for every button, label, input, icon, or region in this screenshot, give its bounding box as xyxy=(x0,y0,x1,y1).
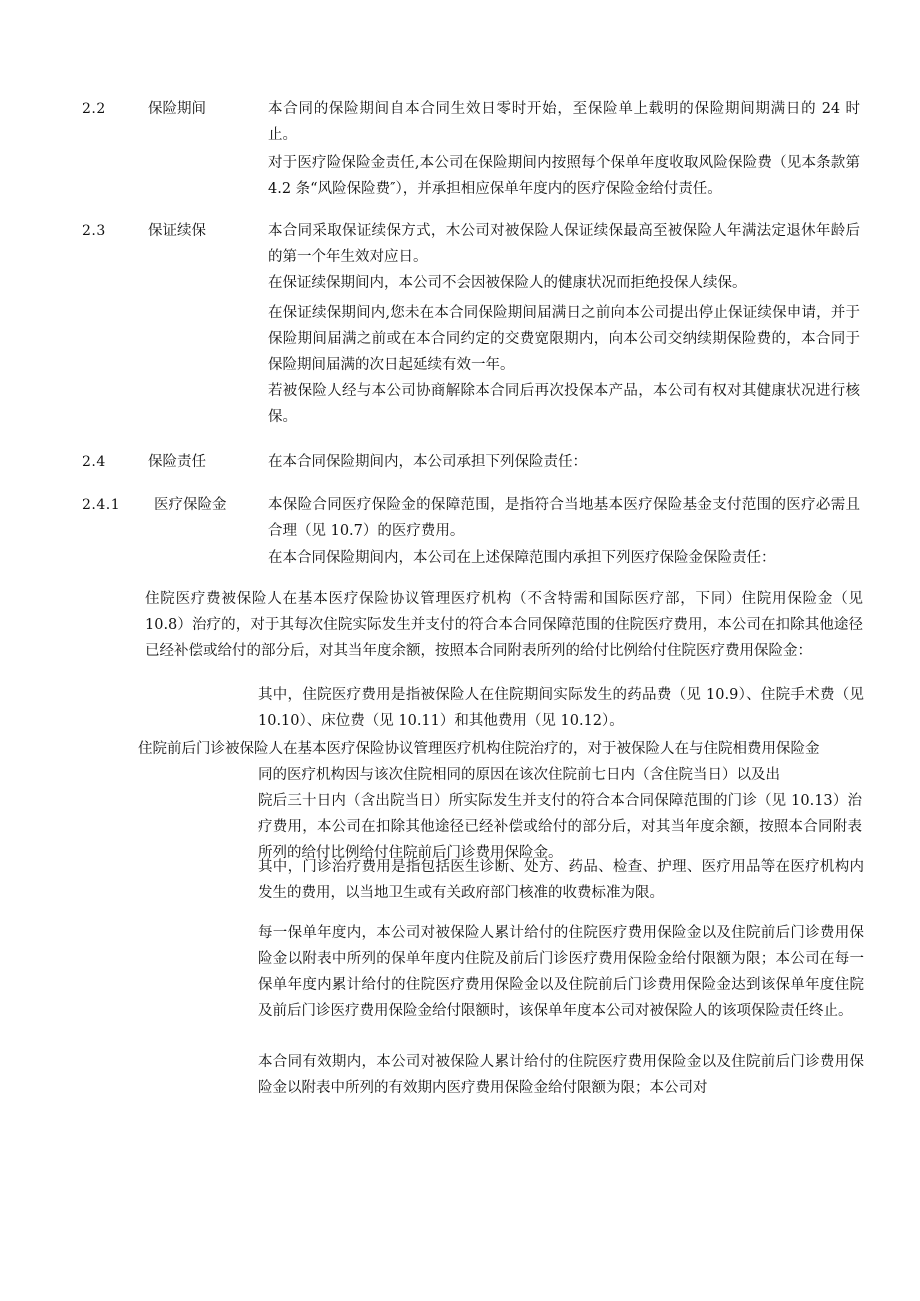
validity-limit-clause: 本合同有效期内，本公司对被保险人累计给付的住院医疗费用保险金以及住院前后门诊费用保险金以附表中所列的有效期内医疗费用保险金给付限额为限；本公司对 xyxy=(258,1054,864,1096)
outpatient-expense-note: 其中，门诊治疗费用是指包括医生诊断、处方、药品、检查、护理、医疗用品等在医疗机构内发生的费用，以当地卫生或有关政府部门核准的收费标准为限。 xyxy=(258,859,864,901)
section-2-4-para: 在本合同保险期间内，本公司承担下列保险责任： xyxy=(268,454,587,470)
section-2-3-number: 2.3 xyxy=(82,223,106,239)
section-2-2-number: 2.2 xyxy=(82,101,106,117)
section-2-2-para-2: 对于医疗险保险金责任,本公司在保险期间内按照每个保单年度收取风险保险费（见本条款第 4.2 条“风险保险费″），并承担相应保单年度内的医疗保险金给付责任。 xyxy=(268,155,860,197)
section-2-2-title: 保险期间 xyxy=(148,101,206,117)
outpatient-second-line: 同的医疗机构因与该次住院相同的原因在该次住院前七日内（含住院当日）以及出 xyxy=(258,767,780,783)
section-2-4-1-para-2: 在本合同保险期间内，本公司在上述保障范围内承担下列医疗保险金保险责任： xyxy=(268,550,776,566)
section-2-3-title: 保证续保 xyxy=(148,223,206,239)
section-2-3-para-4: 若被保险人经与本公司协商解除本合同后再次投保本产品，本公司有权对其健康状况进行核保。 xyxy=(268,383,860,425)
inpatient-expense-clause: 住院医疗费被保险人在基本医疗保险协议管理医疗机构（不含特需和国际医疗部，下同）住院用保险金（见 10.8）治疗的，对于其每次住院实际发生并支付的符合本合同保障范围的住院医疗费用，本公司在扣除其他途径已经补偿或给付的部分后，对其当年度余额，按照本合同附表所列的给付比例给付住院医疗费用保险金： xyxy=(145,591,863,659)
section-2-3-para-1: 本合同采取保证续保方式，木公司对被保险人保证续保最高至被保险人年满法定退休年龄后的第一个年生效对应日。 xyxy=(268,223,860,265)
annual-limit-clause: 每一保单年度内，本公司对被保险人累计给付的住院医疗费用保险金以及住院前后门诊费用保险金以附表中所列的保单年度内住院及前后门诊医疗费用保险金给付限额为限；本公司在每一保单年度内累计给付的住院医疗费用保险金以及住院前后门诊费用保险金达到该保单年度住院及前后门诊医疗费用保险金给付限额时，该保单年度本公司对被保险人的该项保险责任终止。 xyxy=(258,925,864,1019)
outpatient-expense-clause xyxy=(138,736,862,866)
outpatient-clause-rest: 院后三十日内（含出院当日）所实际发生并支付的符合本合同保障范围的门诊（见 10.13）治疗费用，本公司在扣除其他途径已经补偿或给付的部分后，对其当年度余额，按照本合同附表所列的给付比例给付住院前后门诊费用保险金。 xyxy=(258,793,862,861)
section-2-3-para-3: 在保证续保期间内,您未在本合同保险期间届满日之前向本公司提出停止保证续保申请，并于保险期间届满之前或在本合同约定的交费宽限期内，向本公司交纳续期保险费的，本合同于保险期间届满的次日起延续有效一年。 xyxy=(268,305,860,373)
section-2-2-para-1: 本合同的保险期间自本合同生效日零时开始，至保险单上载明的保险期间期满日的 24 时止。 xyxy=(268,101,860,143)
section-2-3-para-2: 在保证续保期间内，本公司不会因被保险人的健康状况而拒绝投保人续保。 xyxy=(268,275,747,291)
section-2-4-1-para-1: 本保险合同医疗保险金的保障范围，是指符合当地基本医疗保险基金支付范围的医疗必需且合理（见 10.7）的医疗费用。 xyxy=(268,497,860,539)
inpatient-expense-note: 其中，住院医疗费用是指被保险人在住院期间实际发生的药品费（见 10.9）、住院手术费（见 10.10）、床位费（见 10.11）和其他费用（见 10.12）。 xyxy=(258,687,864,729)
section-2-4-number: 2.4 xyxy=(82,454,106,470)
section-2-4-1-number: 2.4.1 xyxy=(82,497,121,513)
outpatient-first-line: 住院前后门诊被保险人在基本医疗保险协议管理医疗机构住院治疗的，对于被保险人在与住院相费用保险金 xyxy=(138,741,820,757)
section-2-4-1-title: 医疗保险金 xyxy=(154,497,227,513)
section-2-4-title: 保险责任 xyxy=(148,454,206,470)
